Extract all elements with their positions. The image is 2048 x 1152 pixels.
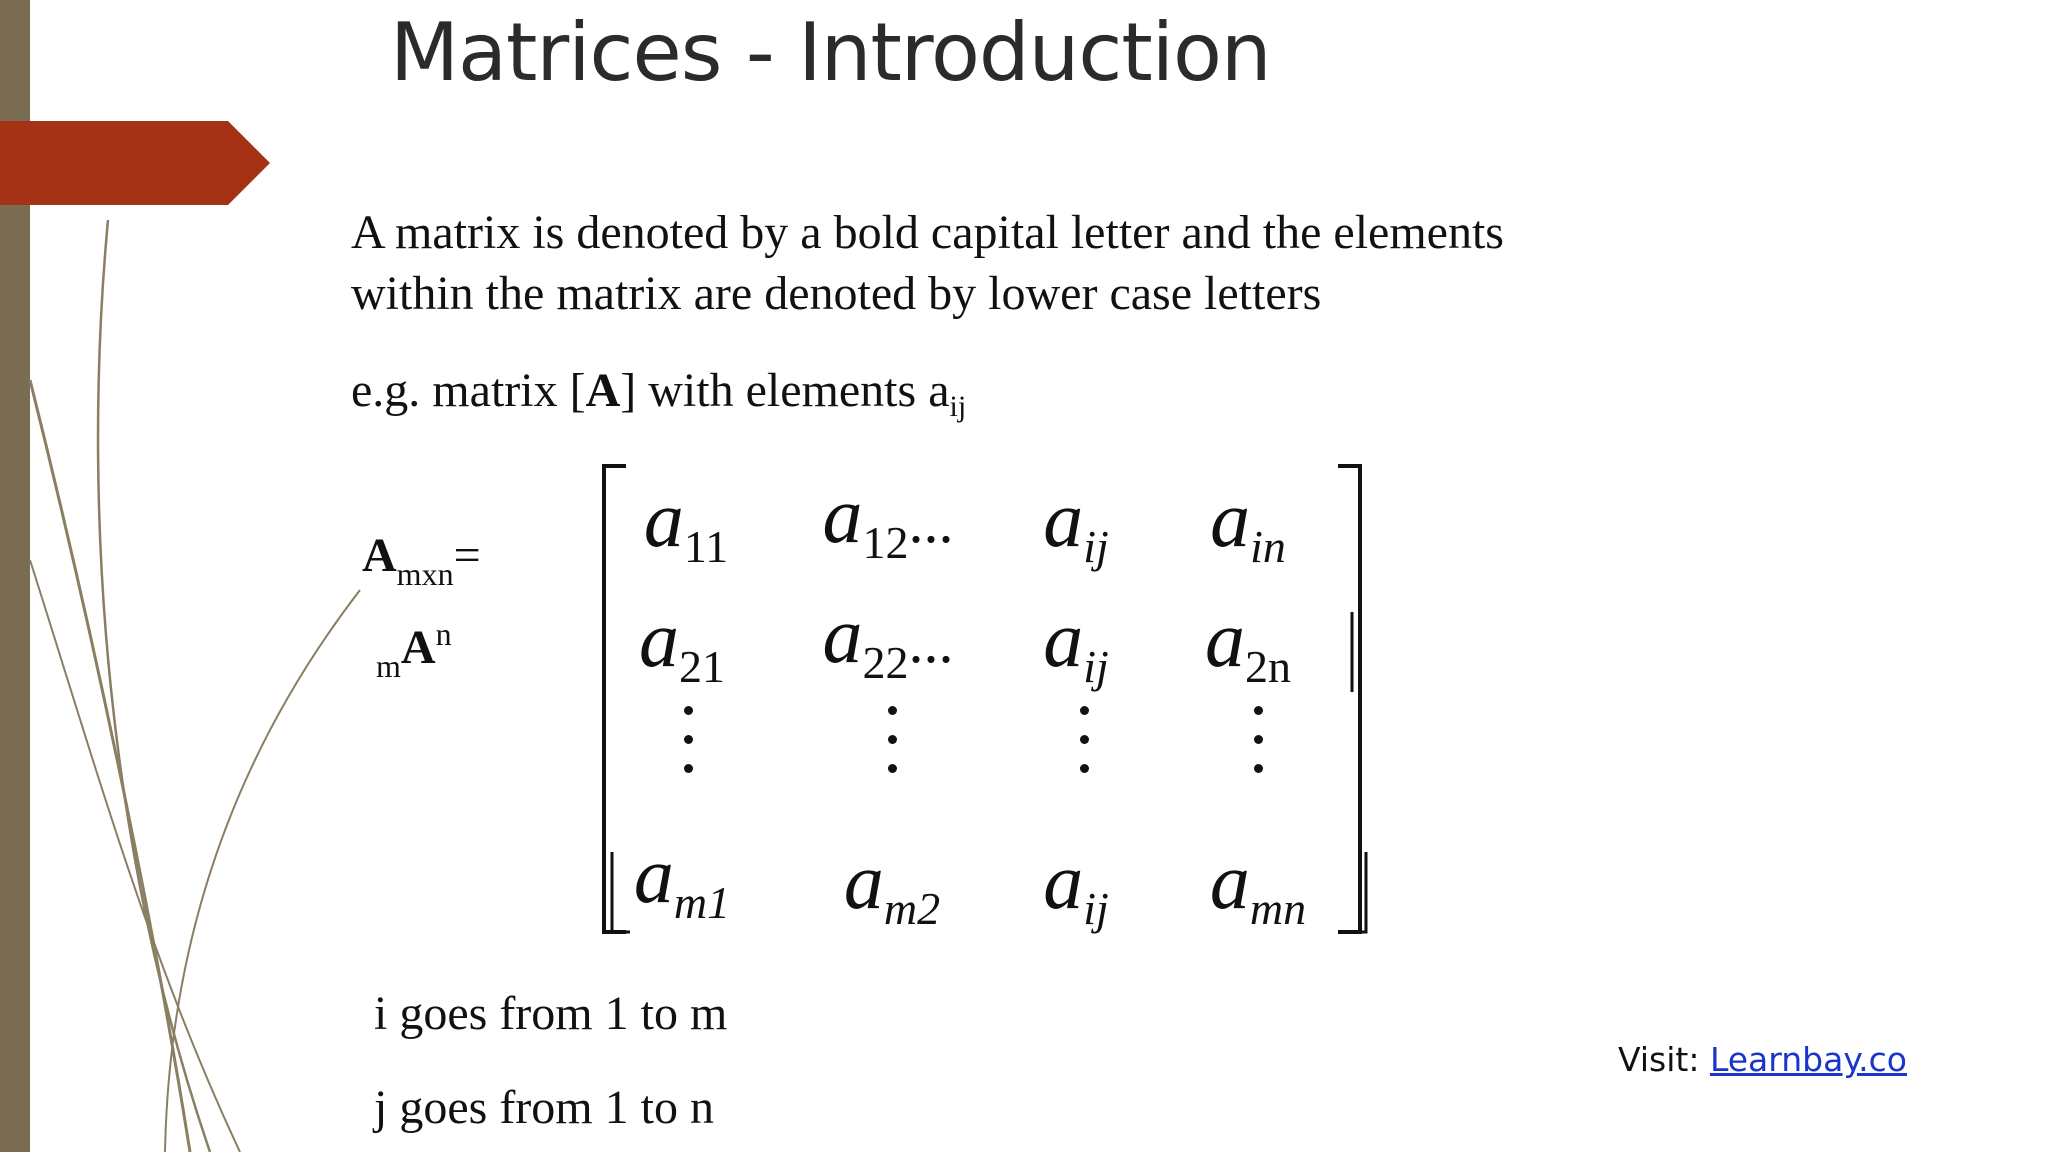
- matrix-vdots-c2: [887, 706, 897, 776]
- matrix-cell-r2-c4: $a_{2n}$: [1205, 596, 1291, 692]
- matrix-vdots-c4: [1253, 706, 1263, 776]
- right-bracket: [1334, 462, 1368, 936]
- notation-1-subscript: mxn: [396, 556, 454, 592]
- matrix-cell-rm-c4: $a_{mn}$: [1209, 838, 1307, 934]
- range-i: i goes from 1 to m: [374, 987, 728, 1040]
- matrix-cell-r1-c2: $a_{12}$...: [822, 472, 954, 568]
- notation-a-mxn: [362, 528, 481, 593]
- example-matrix-letter: A: [585, 364, 621, 417]
- definition-line-1: A matrix is denoted by a bold capital letter and the elements: [351, 206, 1504, 259]
- notation-m-a-n: [376, 616, 452, 685]
- matrix-vdots-c3: [1079, 706, 1089, 776]
- example-prefix: e.g. matrix [: [351, 364, 586, 417]
- matrix-a: [598, 462, 1368, 936]
- matrix-vdots-c1: [683, 706, 693, 776]
- slide-title: Matrices - Introduction: [390, 6, 1271, 99]
- notation-2-superscript: n: [435, 616, 452, 652]
- left-bracket: [598, 462, 632, 936]
- matrix-cell-r1-c3: $a_{ij}$: [1043, 476, 1109, 572]
- arrow-tab-shape: [0, 121, 270, 205]
- visit-footer: [1618, 1040, 1907, 1079]
- matrix-cell-r2-c2: $a_{22}$...: [822, 592, 954, 688]
- example-line: [351, 360, 966, 437]
- example-middle: ] with elements a: [620, 364, 950, 417]
- matrix-cell-r1-c4: $a_{in}$: [1210, 476, 1286, 572]
- matrix-cell-r1-c1: $a_{11}$: [643, 476, 729, 572]
- notation-2-letter: A: [400, 621, 436, 674]
- matrix-cell-rm-c1: $a_{m1}$: [633, 832, 731, 928]
- notation-2-prefix-sub: m: [376, 648, 401, 684]
- example-subscript: ij: [949, 390, 967, 423]
- matrix-cell-r2-c1: $a_{21}$: [639, 596, 725, 692]
- visit-label: Visit:: [1618, 1040, 1710, 1079]
- learnbay-link[interactable]: Learnbay.co: [1709, 1040, 1907, 1079]
- notation-1-letter: A: [362, 529, 397, 582]
- matrix-cell-rm-c3: $a_{ij}$: [1043, 838, 1109, 934]
- matrix-cell-r2-c3: $a_{ij}$: [1043, 596, 1109, 692]
- matrix-cell-rm-c2: $a_{m2}$: [843, 838, 941, 934]
- range-j: j goes from 1 to n: [374, 1081, 714, 1134]
- definition-line-2: within the matrix are denoted by lower case letters: [351, 267, 1322, 320]
- notation-1-suffix: =: [453, 529, 481, 582]
